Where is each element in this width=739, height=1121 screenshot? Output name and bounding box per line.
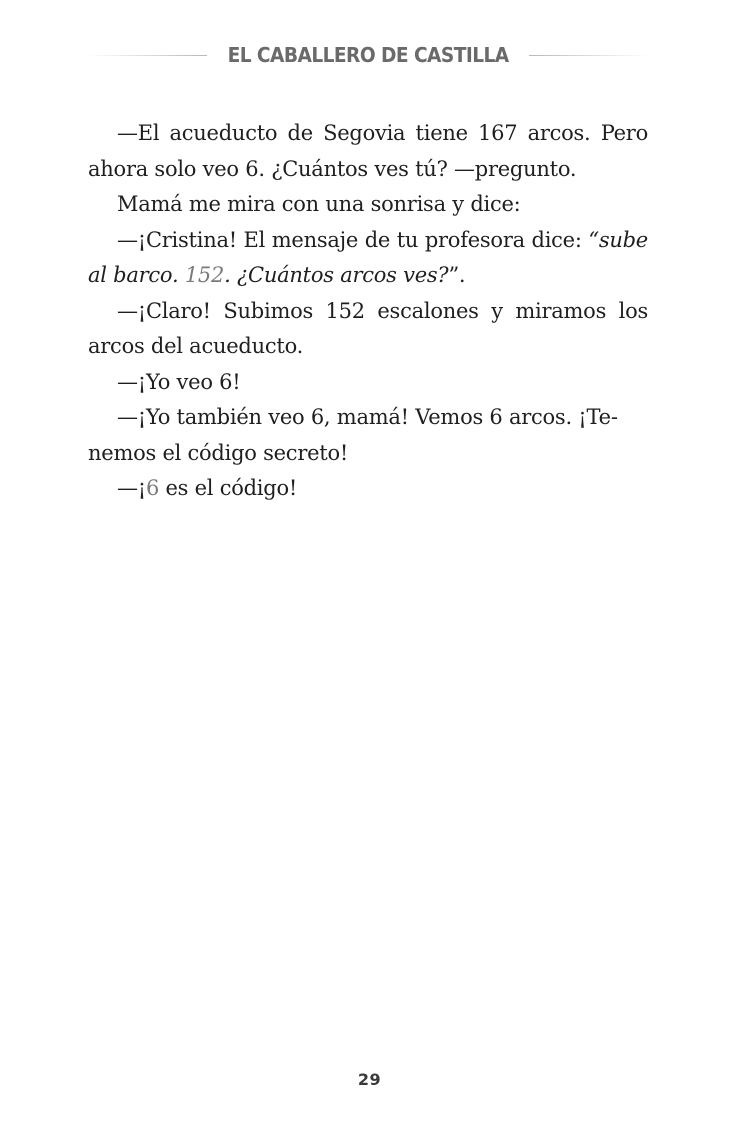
running-header <box>88 40 648 70</box>
highlighted-number-152: 152 <box>184 263 225 287</box>
quote-text-start: “sube al barco. <box>88 227 648 287</box>
paragraph-2: Mamá me mira con una sonrisa y dice: <box>117 192 521 216</box>
highlighted-number-6: 6 <box>145 476 160 500</box>
header-rule-right <box>529 55 648 56</box>
paragraph-7-end: es el código! <box>159 476 298 500</box>
paragraph-7 <box>88 471 648 507</box>
paragraph-1: —El acueducto de Segovia tiene 167 arcos. Pero ahora solo veo 6. ¿Cuántos ves tú? —pregunto. <box>88 121 648 181</box>
paragraph-5: —¡Yo veo 6! <box>117 369 241 394</box>
quote-text-end: . ¿Cuántos arcos ves? <box>224 263 449 287</box>
paragraph-4: —¡Claro! Subimos 152 escalones y miramos los arcos del acueducto. <box>88 298 648 358</box>
paragraph-6-line-1: —¡Yo también veo 6, mamá! Vemos 6 arcos. ¡Te <box>117 405 611 429</box>
book-title: EL CABALLERO DE CASTILLA <box>227 43 509 67</box>
paragraph-6-line-2: nemos el código secreto! <box>88 440 349 465</box>
paragraph-3-intro: —¡Cristina! El mensaje de tu profesora dice: <box>117 227 589 252</box>
quote-close: ”. <box>448 263 466 287</box>
page-number: 29 <box>357 1070 382 1089</box>
paragraph-6: —¡Yo también veo 6, mamá! Vemos 6 arcos. ¡Te- nemos el código secreto! <box>88 405 618 465</box>
page-body <box>88 116 648 507</box>
header-rule-left <box>88 55 207 56</box>
paragraph-3 <box>88 223 648 294</box>
paragraph-7-start: —¡ <box>117 476 146 500</box>
